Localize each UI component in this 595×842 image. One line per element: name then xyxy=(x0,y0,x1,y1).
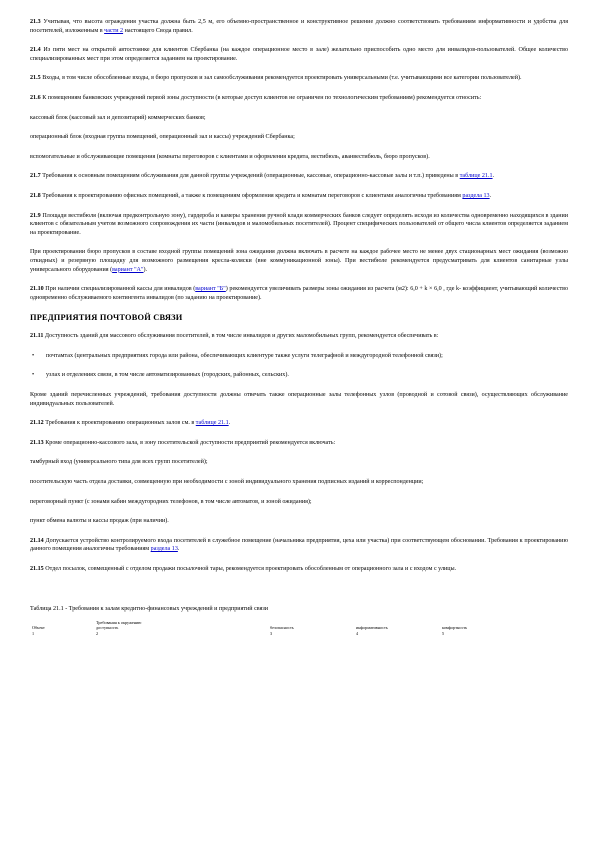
section-heading: ПРЕДПРИЯТИЯ ПОЧТОВОЙ СВЯЗИ xyxy=(30,313,183,323)
paragraph-21-10 xyxy=(30,285,568,302)
paragraph-text: Из пяти мест на открытой автостоянке для клиентов Сбербанка (на каждое операционное место в зале) желательно приспособить одно место для инвалидов-пользователей. Общее количество специализированных мест при этом определяется заданием на проектирование. xyxy=(30,47,568,62)
paragraph-21-15 xyxy=(30,565,568,574)
clause-number: 21.7 xyxy=(30,173,41,180)
link-part-2[interactable]: части 2 xyxy=(104,27,124,34)
paragraph-text: . xyxy=(228,420,231,427)
list-item: пункт обмена валюты и кассы продаж (при наличии). xyxy=(30,518,169,525)
paragraph-text: Площади вестибюля (включая предконтрольную зону), гардероба и камеры хранения ручной клади коммерческих банков следует определять исходя из количества одновременно находящихся в здании клиентов с обязательным учетом возможного сопровождения их части (инвалидов и маломобильных посетителей). Процент специфических пользователей от общего числа клиентов определяется заданием на проектирование. xyxy=(30,212,568,236)
clause-number: 21.12 xyxy=(30,420,44,427)
bullet-item xyxy=(30,352,568,361)
clause-number: 21.9 xyxy=(30,212,41,219)
paragraph-text: ) рекомендуется увеличивать размеры зоны ожидания из расчета (м2): 6,0 + k × 6,0 , где k- коэффициент, учитывающий количество одновременно обслуживаемого контингента инвалидов (по заданию на проектирование). xyxy=(30,286,569,301)
paragraph-21-11-continued: Кроме зданий перечисленных учреждений, требования доступности должны отвечать также операционные залы телефонных узлов (проводной и сотовой связи), осуществляющих обслуживание индивидуальных пользователей. xyxy=(30,392,568,407)
paragraph-21-13 xyxy=(30,439,568,448)
clause-number: 21.14 xyxy=(30,537,44,544)
paragraph-text: Входы, в том числе обособленные входы, в бюро пропусков и зал самообслуживания рекомендуется проектировать универсальными (т.е. учитывающими все категории пользователей). xyxy=(40,75,522,82)
table-cell: 3 xyxy=(270,630,273,636)
paragraph-text: При проектировании бюро пропусков в составе входной группы помещений зона ожидания должна включать в расчете на каждое рабочее место не менее двух стационарных мест ожидания (возможно откидных) и резервную площадку для возможного размещения кресла-коляски (вне коммуникационной зоны). При вестибюле рекомендуется предусматривать для клиентов санитарные узлы универсального оборудования ( xyxy=(30,249,568,273)
paragraph-text: Кроме операционно-кассового зала, в зону посетительской доступности предприятий рекомендуется включать: xyxy=(43,439,336,446)
paragraph-21-7 xyxy=(30,172,568,181)
document-page xyxy=(30,18,568,636)
list-item: тамбурный вход (универсального типа для всех групп посетителей); xyxy=(30,459,208,466)
clause-number: 21.13 xyxy=(30,439,44,446)
clause-number: 21.6 xyxy=(30,94,41,101)
paragraph-text: . xyxy=(489,192,492,199)
clause-number: 21.10 xyxy=(30,286,44,293)
paragraph-21-8 xyxy=(30,192,568,201)
table-header-cell: безопасность xyxy=(270,625,294,631)
paragraph-21-6 xyxy=(30,94,568,103)
paragraph-text: настоящего Свода правил. xyxy=(123,27,193,34)
list-item: вспомогательные и обслуживающие помещения (комнаты переговоров с клиентами и оформления кредита, вестибюль, аванвестибюль, бюро пропусков). xyxy=(30,153,430,160)
list-item: переговорный пункт (с зонами кабин междугородних телефонов, в том числе автоматов, и зоной ожидания); xyxy=(30,498,312,505)
clause-number: 21.8 xyxy=(30,192,41,199)
table-cell: 5 xyxy=(442,630,445,636)
link-table-21-1[interactable]: таблице 21.1 xyxy=(195,420,229,427)
bullet-list xyxy=(30,352,568,380)
clause-number: 21.4 xyxy=(30,47,41,54)
clause-number: 21.5 xyxy=(30,75,41,82)
table-header-cell: информативность xyxy=(356,625,388,631)
paragraph-text: . xyxy=(177,546,180,553)
table-header-cell: Объект xyxy=(32,625,45,631)
link-variant-b[interactable]: вариант "Б" xyxy=(195,286,226,293)
paragraph-text: К помещениям банковских учреждений первой зоны доступности (в которые доступ клиентов не ограничен по технологическим требованиям) рекомендуется относить: xyxy=(40,94,482,101)
table-header-cell: доступность xyxy=(96,625,119,631)
bullet-text: узлах и отделениях связи, в том числе автоматизированных (городских, районных, сельских). xyxy=(46,372,289,379)
list-item: операционный блок (входная группа помещений, операционный зал и кассы) учреждений Сбербанка; xyxy=(30,134,295,141)
paragraph-text: Допускается устройство контролируемого входа посетителей в служебное помещение (начальника предприятия, цеха или участка) при соответствующем обосновании. Требования к проектированию данного помещения аналогичны требованиям xyxy=(30,537,568,553)
table-cell: 4 xyxy=(356,630,359,636)
clause-number: 21.15 xyxy=(30,566,44,572)
clause-number: 21.11 xyxy=(30,333,44,340)
paragraph-21-5 xyxy=(30,74,568,83)
table-row xyxy=(30,631,550,637)
paragraph-text: При наличии специализированной кассы для инвалидов ( xyxy=(43,286,196,293)
paragraph-text: ). xyxy=(143,266,148,273)
paragraph-text: Требования к проектированию офисных помещений, а также к помещениям оформления кредита и комнатам переговоров с клиентами аналогичны требованиям xyxy=(40,192,463,199)
paragraph-text: Отдел посылок, совмещенный с отделом продажи посылочной тары, рекомендуется проектировать обособленным от операционного зала и с входом с улицы. xyxy=(43,566,457,572)
paragraph-text: Доступность зданий для массового обслуживания посетителей, в том числе инвалидов и других маломобильных групп, рекомендуется обеспечивать в: xyxy=(43,333,439,340)
list-item: посетительскую часть отдела доставки, совмещенную при необходимости с зоной индивидуального хранения подписных изданий и корреспонденции; xyxy=(30,479,424,486)
paragraph-21-3 xyxy=(30,18,568,35)
list-item: кассовый блок (кассовый зал и депозитарий) коммерческих банков; xyxy=(30,114,206,121)
paragraph-21-11 xyxy=(30,332,568,341)
paragraph-text: Требования к основным помещениям обслуживания для данной группы учреждений (операционные, кассовые, операционно-кассовые залы и т.п.) приведены в xyxy=(40,173,460,180)
link-table-21-1[interactable]: таблице 21.1 xyxy=(459,173,493,180)
table-group-header: Требования к окружению xyxy=(96,619,142,625)
link-section-13[interactable]: раздела 13 xyxy=(150,546,178,553)
link-section-13[interactable]: раздела 13 xyxy=(462,192,490,199)
paragraph-21-14 xyxy=(30,537,568,554)
paragraph-text: . xyxy=(492,173,495,180)
paragraph-text: Учитывая, что высота ограждения участка должна быть 2,5 м, его объемно-пространственное и конструктивное решение должно соответствовать требованиям информативности и удобства для посетителей, изложенным в xyxy=(30,19,568,34)
bullet-text: почтамтах (центральных предприятиях города или района, обеспечивающих клиентуре также услуги телеграфной и междугородной телефонной связи); xyxy=(46,352,443,359)
link-variant-a[interactable]: вариант "А" xyxy=(112,266,144,273)
table-cell: 2 xyxy=(96,630,99,636)
table-cell: 1 xyxy=(32,630,35,636)
requirements-table xyxy=(30,620,550,637)
bullet-icon: • xyxy=(32,372,35,379)
paragraph-21-12 xyxy=(30,419,568,428)
paragraph-text: Требования к проектированию операционных залов см. в xyxy=(43,420,196,427)
paragraph-21-9-continued xyxy=(30,248,568,274)
table-caption: Таблица 21.1 - Требования к залам кредитно-финансовых учреждений и предприятий связи xyxy=(30,605,269,612)
clause-number: 21.3 xyxy=(30,19,41,25)
bullet-item xyxy=(30,371,568,380)
bullet-icon: • xyxy=(32,352,35,359)
paragraph-21-4 xyxy=(30,46,568,63)
table-header-cell: комфортность xyxy=(442,625,468,631)
paragraph-21-9 xyxy=(30,212,568,238)
